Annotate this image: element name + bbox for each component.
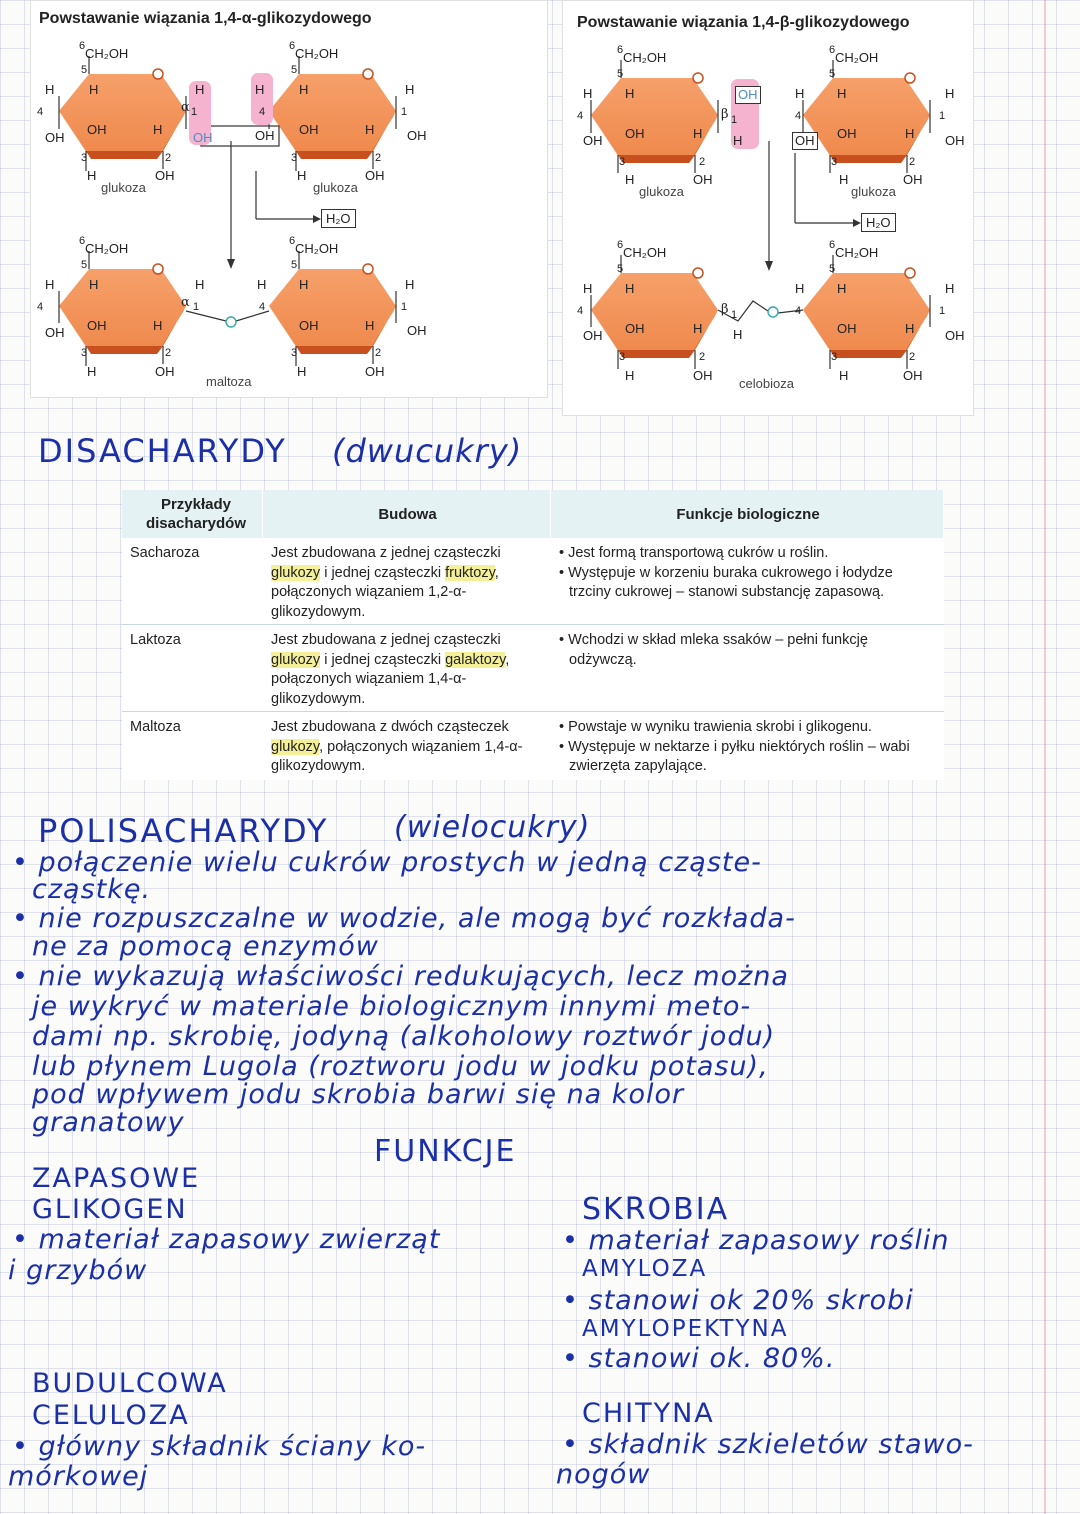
beta-c5-4: 5	[829, 263, 836, 275]
beta-h-1: H	[583, 86, 593, 101]
row-structure	[263, 712, 551, 780]
beta-c1-1: 1	[731, 114, 738, 126]
beta-glucose-label-1: glukoza	[639, 184, 684, 199]
alpha-oh-13: OH	[407, 323, 427, 338]
alpha-c5-1: 5	[81, 64, 88, 76]
disaccharides-table	[122, 490, 944, 780]
alpha-oh-5: OH	[255, 128, 275, 143]
alpha-symbol-2: α	[181, 295, 190, 310]
alpha-h-3: H	[153, 122, 163, 137]
highlight-galactose: galaktozy	[445, 651, 506, 668]
row-name: Maltoza	[130, 719, 181, 735]
note-line: • połączenie wielu cukrów prostych w jedną cząste-	[12, 847, 762, 878]
beta-oh-6: OH	[903, 172, 923, 187]
beta-c3-1: 3	[619, 156, 626, 168]
alpha-c1-2: 1	[401, 106, 408, 118]
beta-h-19: H	[945, 281, 955, 296]
glycogen-heading: GLIKOGEN	[32, 1194, 188, 1225]
beta-c5-2: 5	[829, 68, 836, 80]
alpha-ring-bottom-right	[269, 269, 396, 354]
alpha-h-6: H	[255, 82, 265, 97]
table-row	[122, 538, 944, 625]
alpha-oh-1: OH	[45, 130, 65, 145]
structure-text: Jest zbudowana z jednej cząsteczki	[271, 632, 501, 648]
alpha-oh-4: OH	[155, 168, 175, 183]
glycogen-line: • materiał zapasowy zwierząt	[12, 1224, 441, 1255]
alpha-h-1: H	[89, 82, 99, 97]
beta-symbol-2: β	[721, 302, 729, 317]
table-header-structure: Budowa	[263, 490, 551, 538]
function-text: Jest formą transportową cukrów u roślin.	[568, 545, 829, 561]
alpha-c2-3: 2	[165, 347, 172, 359]
beta-ch2oh-2: CH₂OH	[835, 50, 879, 65]
beta-c1-3: 1	[731, 309, 738, 321]
highlight-fructose: fruktozy	[445, 564, 495, 581]
polysaccharides-title: POLISACHARYDY	[38, 812, 329, 850]
beta-ring-bottom-right	[803, 273, 930, 358]
function-text: Występuje w nektarze i pyłku niektórych roślin – wabi zwierzęta zapylające.	[568, 738, 910, 774]
alpha-h-16: H	[257, 277, 267, 292]
beta-c4-4: 4	[795, 305, 802, 317]
beta-c6-4: 6	[829, 239, 836, 251]
beta-ch2oh-3: CH₂OH	[623, 245, 667, 260]
beta-c1-4: 1	[939, 305, 946, 317]
cellulose-line: mórkowej	[8, 1461, 149, 1492]
function-item: • Występuje w korzeniu buraka cukrowego i łodydze trzciny cukrowej – stanowi substancję zapasową.	[559, 564, 893, 600]
row-functions	[551, 625, 944, 711]
disaccharides-subtitle: (dwucukry)	[332, 432, 523, 470]
beta-h-6: H	[795, 86, 805, 101]
beta-c6-2: 6	[829, 44, 836, 56]
alpha-ch2oh-4: CH₂OH	[295, 241, 339, 256]
alpha-h-13: H	[153, 318, 163, 333]
table-row	[122, 625, 944, 712]
beta-ch2oh-4: CH₂OH	[835, 245, 879, 260]
table-header-examples: Przykłady disacharydów	[122, 490, 263, 538]
alpha-h-18: H	[365, 318, 375, 333]
row-structure	[263, 625, 551, 711]
beta-ring-bottom-left	[591, 273, 718, 358]
note-line: granatowy	[32, 1107, 185, 1138]
function-item: • Jest formą transportową cukrów u roślin.	[559, 545, 829, 561]
beta-h-12: H	[625, 281, 635, 296]
alpha-h-5: H	[87, 168, 97, 183]
beta-oh-5: OH	[945, 133, 965, 148]
alpha-c3-3: 3	[81, 347, 88, 359]
alpha-c4-4: 4	[259, 301, 266, 313]
alpha-c5-4: 5	[291, 259, 298, 271]
structure-text: Jest zbudowana z jednej cząsteczki	[271, 545, 501, 561]
alpha-bond-panel	[30, 0, 548, 398]
highlight-glucose: glukozy	[271, 738, 320, 755]
beta-h-16: H	[795, 281, 805, 296]
table-header-functions: Funkcje biologiczne	[551, 490, 944, 538]
alpha-ring-top-right	[269, 74, 396, 159]
glycogen-line: i grzybów	[8, 1255, 148, 1286]
starch-line: • materiał zapasowy roślin	[562, 1225, 950, 1256]
alpha-c1-1: 1	[191, 106, 198, 118]
alpha-h-11: H	[45, 277, 55, 292]
beta-c3-4: 3	[831, 351, 838, 363]
structure-text: , połączonych wiązaniem 1,2-α-glikozydowym.	[271, 564, 499, 620]
beta-panel-title: Powstawanie wiązania 1,4-β-glikozydowego	[577, 14, 910, 31]
function-item: • Wchodzi w skład mleka ssaków – pełni funkcję odżywczą.	[559, 632, 868, 668]
alpha-product-label: maltoza	[206, 374, 252, 389]
beta-oh-box-left: OH	[735, 86, 761, 104]
beta-oh-4: OH	[837, 126, 857, 141]
beta-c3-3: 3	[619, 351, 626, 363]
note-line: lub płynem Lugola (roztworu jodu w jodku potasu),	[32, 1051, 769, 1082]
alpha-glucose-label-2: glukoza	[313, 180, 358, 195]
beta-c2-2: 2	[909, 156, 916, 168]
alpha-h-4: H	[195, 82, 205, 97]
note-line: • nie wykazują właściwości redukujących, lecz można	[12, 961, 789, 992]
beta-h-17: H	[837, 281, 847, 296]
alpha-oh-8: OH	[365, 168, 385, 183]
alpha-panel-title: Powstawanie wiązania 1,4-α-glikozydowego	[39, 10, 372, 27]
alpha-c1-3: 1	[193, 301, 200, 313]
alpha-oh-7: OH	[407, 128, 427, 143]
beta-h-7: H	[837, 86, 847, 101]
alpha-c4-1: 4	[37, 106, 44, 118]
note-line: dami np. skrobię, jodyną (alkoholowy roztwór jodu)	[32, 1021, 776, 1052]
alpha-h-7: H	[299, 82, 309, 97]
function-text: Wchodzi w skład mleka ssaków – pełni funkcję odżywczą.	[568, 632, 868, 668]
function-item: • Powstaje w wyniku trawienia skrobi i glikogenu.	[559, 719, 872, 735]
amylopectin-heading: AMYLOPEKTYNA	[582, 1316, 789, 1342]
beta-h-15: H	[625, 368, 635, 383]
alpha-oh-9: OH	[45, 325, 65, 340]
alpha-c1-4: 1	[401, 301, 408, 313]
beta-oh-8: OH	[625, 321, 645, 336]
beta-c4-3: 4	[577, 305, 584, 317]
alpha-c6-4: 6	[289, 235, 296, 247]
alpha-c4-2: 4	[259, 106, 266, 118]
beta-oh-box-right: OH	[792, 132, 818, 150]
beta-c5-3: 5	[617, 263, 624, 275]
beta-h-14: H	[733, 327, 743, 342]
beta-c6-1: 6	[617, 44, 624, 56]
functions-heading: FUNKCJE	[374, 1134, 517, 1169]
alpha-c5-3: 5	[81, 259, 88, 271]
structure-text: Jest zbudowana z dwóch cząsteczek	[271, 719, 509, 735]
alpha-water-box: H₂O	[321, 209, 356, 228]
beta-c4-2: 4	[795, 110, 802, 122]
alpha-c2-4: 2	[375, 347, 382, 359]
alpha-glucose-label-1: glukoza	[101, 180, 146, 195]
beta-oh-9: OH	[693, 368, 713, 383]
beta-h-8: H	[905, 126, 915, 141]
beta-ring-top-left	[591, 78, 718, 163]
alpha-h-17: H	[299, 277, 309, 292]
alpha-ch2oh-3: CH₂OH	[85, 241, 129, 256]
beta-ch2oh-1: CH₂OH	[623, 50, 667, 65]
beta-c5-1: 5	[617, 68, 624, 80]
alpha-ch2oh-2: CH₂OH	[295, 46, 339, 61]
row-functions	[551, 712, 944, 780]
alpha-c6-2: 6	[289, 40, 296, 52]
highlight-glucose: glukozy	[271, 651, 321, 668]
beta-h-10: H	[839, 172, 849, 187]
alpha-oh-6: OH	[299, 122, 319, 137]
beta-c6-3: 6	[617, 239, 624, 251]
starch-heading: SKROBIA	[582, 1192, 730, 1227]
beta-glucose-label-2: glukoza	[851, 184, 896, 199]
beta-c2-1: 2	[699, 156, 706, 168]
beta-h-9: H	[945, 86, 955, 101]
function-item: • Występuje w nektarze i pyłku niektórych roślin – wabi zwierzęta zapylające.	[559, 738, 910, 774]
alpha-c5-2: 5	[291, 64, 298, 76]
beta-c1-2: 1	[939, 110, 946, 122]
alpha-h-9: H	[405, 82, 415, 97]
alpha-oh-2: OH	[87, 122, 107, 137]
note-line: • nie rozpuszczalne w wodzie, ale mogą być rozkłada-	[12, 903, 796, 934]
row-name: Sacharoza	[130, 545, 200, 561]
beta-oh-2: OH	[625, 126, 645, 141]
structure-text: , połączonych wiązaniem 1,4-α-glikozydowym.	[271, 651, 510, 707]
beta-symbol-1: β	[721, 107, 729, 122]
alpha-c2-1: 2	[165, 152, 172, 164]
beta-h-3: H	[693, 126, 703, 141]
beta-oh-12: OH	[903, 368, 923, 383]
alpha-c2-2: 2	[375, 152, 382, 164]
cellulose-line: • główny składnik ściany ko-	[12, 1431, 427, 1462]
disaccharides-title: DISACHARYDY	[38, 432, 287, 470]
table-row	[122, 712, 944, 780]
alpha-c6-3: 6	[79, 235, 86, 247]
alpha-h-14: H	[195, 277, 205, 292]
chitin-heading: CHITYNA	[582, 1398, 715, 1429]
structure-text: , połączonych wiązaniem 1,4-α-glikozydowym.	[271, 738, 523, 774]
beta-oh-7: OH	[583, 328, 603, 343]
beta-oh-10: OH	[837, 321, 857, 336]
note-line: ne za pomocą enzymów	[32, 931, 379, 962]
table-header-row	[122, 490, 944, 538]
beta-c2-4: 2	[909, 351, 916, 363]
alpha-ring-top-left	[59, 74, 186, 159]
chitin-line: • składnik szkieletów stawo-	[562, 1429, 974, 1460]
beta-h-11: H	[583, 281, 593, 296]
alpha-h-8: H	[365, 122, 375, 137]
beta-oh-1: OH	[583, 133, 603, 148]
notebook-margin-line	[1044, 0, 1046, 1514]
structural-heading: BUDULCOWA	[32, 1368, 228, 1399]
structure-text: i jednej cząsteczki	[320, 564, 446, 581]
alpha-oh-3: OH	[193, 130, 213, 145]
row-name: Laktoza	[130, 632, 181, 648]
alpha-c6-1: 6	[79, 40, 86, 52]
beta-h-13: H	[693, 321, 703, 336]
cellulose-heading: CELULOZA	[32, 1400, 190, 1431]
beta-ring-top-right	[803, 78, 930, 163]
note-line: je wykryć w materiale biologicznym innymi meto-	[32, 991, 752, 1022]
beta-h-4: H	[733, 133, 743, 148]
beta-h-20: H	[839, 368, 849, 383]
beta-h-2: H	[625, 86, 635, 101]
beta-h-5: H	[625, 172, 635, 187]
starch-line: • stanowi ok. 80%.	[562, 1343, 836, 1374]
beta-oh-3: OH	[693, 172, 713, 187]
amylose-heading: AMYLOZA	[582, 1256, 708, 1282]
alpha-h-2: H	[45, 82, 55, 97]
alpha-oh-10: OH	[87, 318, 107, 333]
alpha-h-12: H	[89, 277, 99, 292]
alpha-symbol-1: α	[181, 100, 190, 115]
beta-product-label: celobioza	[739, 376, 794, 391]
row-structure	[263, 538, 551, 624]
beta-c4-1: 4	[577, 110, 584, 122]
structure-text: i jednej cząsteczki	[320, 651, 446, 668]
alpha-oh-11: OH	[155, 364, 175, 379]
starch-line: • stanowi ok 20% skrobi	[562, 1285, 914, 1316]
beta-c3-2: 3	[831, 156, 838, 168]
alpha-h-10: H	[297, 168, 307, 183]
note-line: cząstkę.	[32, 874, 152, 905]
function-text: Występuje w korzeniu buraka cukrowego i łodydze trzciny cukrowej – stanowi substancję zapasową.	[568, 564, 893, 600]
chitin-line: nogów	[556, 1459, 651, 1490]
alpha-oh-12: OH	[299, 318, 319, 333]
row-functions	[551, 538, 944, 624]
alpha-ring-bottom-left	[59, 269, 186, 354]
alpha-c3-1: 3	[81, 152, 88, 164]
alpha-h-15: H	[87, 364, 97, 379]
alpha-c3-4: 3	[291, 347, 298, 359]
beta-oh-11: OH	[945, 328, 965, 343]
beta-bond-panel	[562, 0, 974, 416]
polysaccharides-subtitle: (wielocukry)	[394, 810, 591, 845]
function-text: Powstaje w wyniku trawienia skrobi i glikogenu.	[568, 719, 872, 735]
alpha-h-19: H	[405, 277, 415, 292]
alpha-c4-3: 4	[37, 301, 44, 313]
note-line: pod wpływem jodu skrobia barwi się na kolor	[32, 1079, 685, 1110]
beta-h-18: H	[905, 321, 915, 336]
alpha-oh-14: OH	[365, 364, 385, 379]
storage-heading: ZAPASOWE	[32, 1163, 201, 1194]
beta-water-box: H₂O	[861, 213, 896, 232]
highlight-glucose: glukozy	[271, 564, 321, 581]
beta-c2-3: 2	[699, 351, 706, 363]
alpha-h-20: H	[297, 364, 307, 379]
alpha-c3-2: 3	[291, 152, 298, 164]
alpha-ch2oh-1: CH₂OH	[85, 46, 129, 61]
